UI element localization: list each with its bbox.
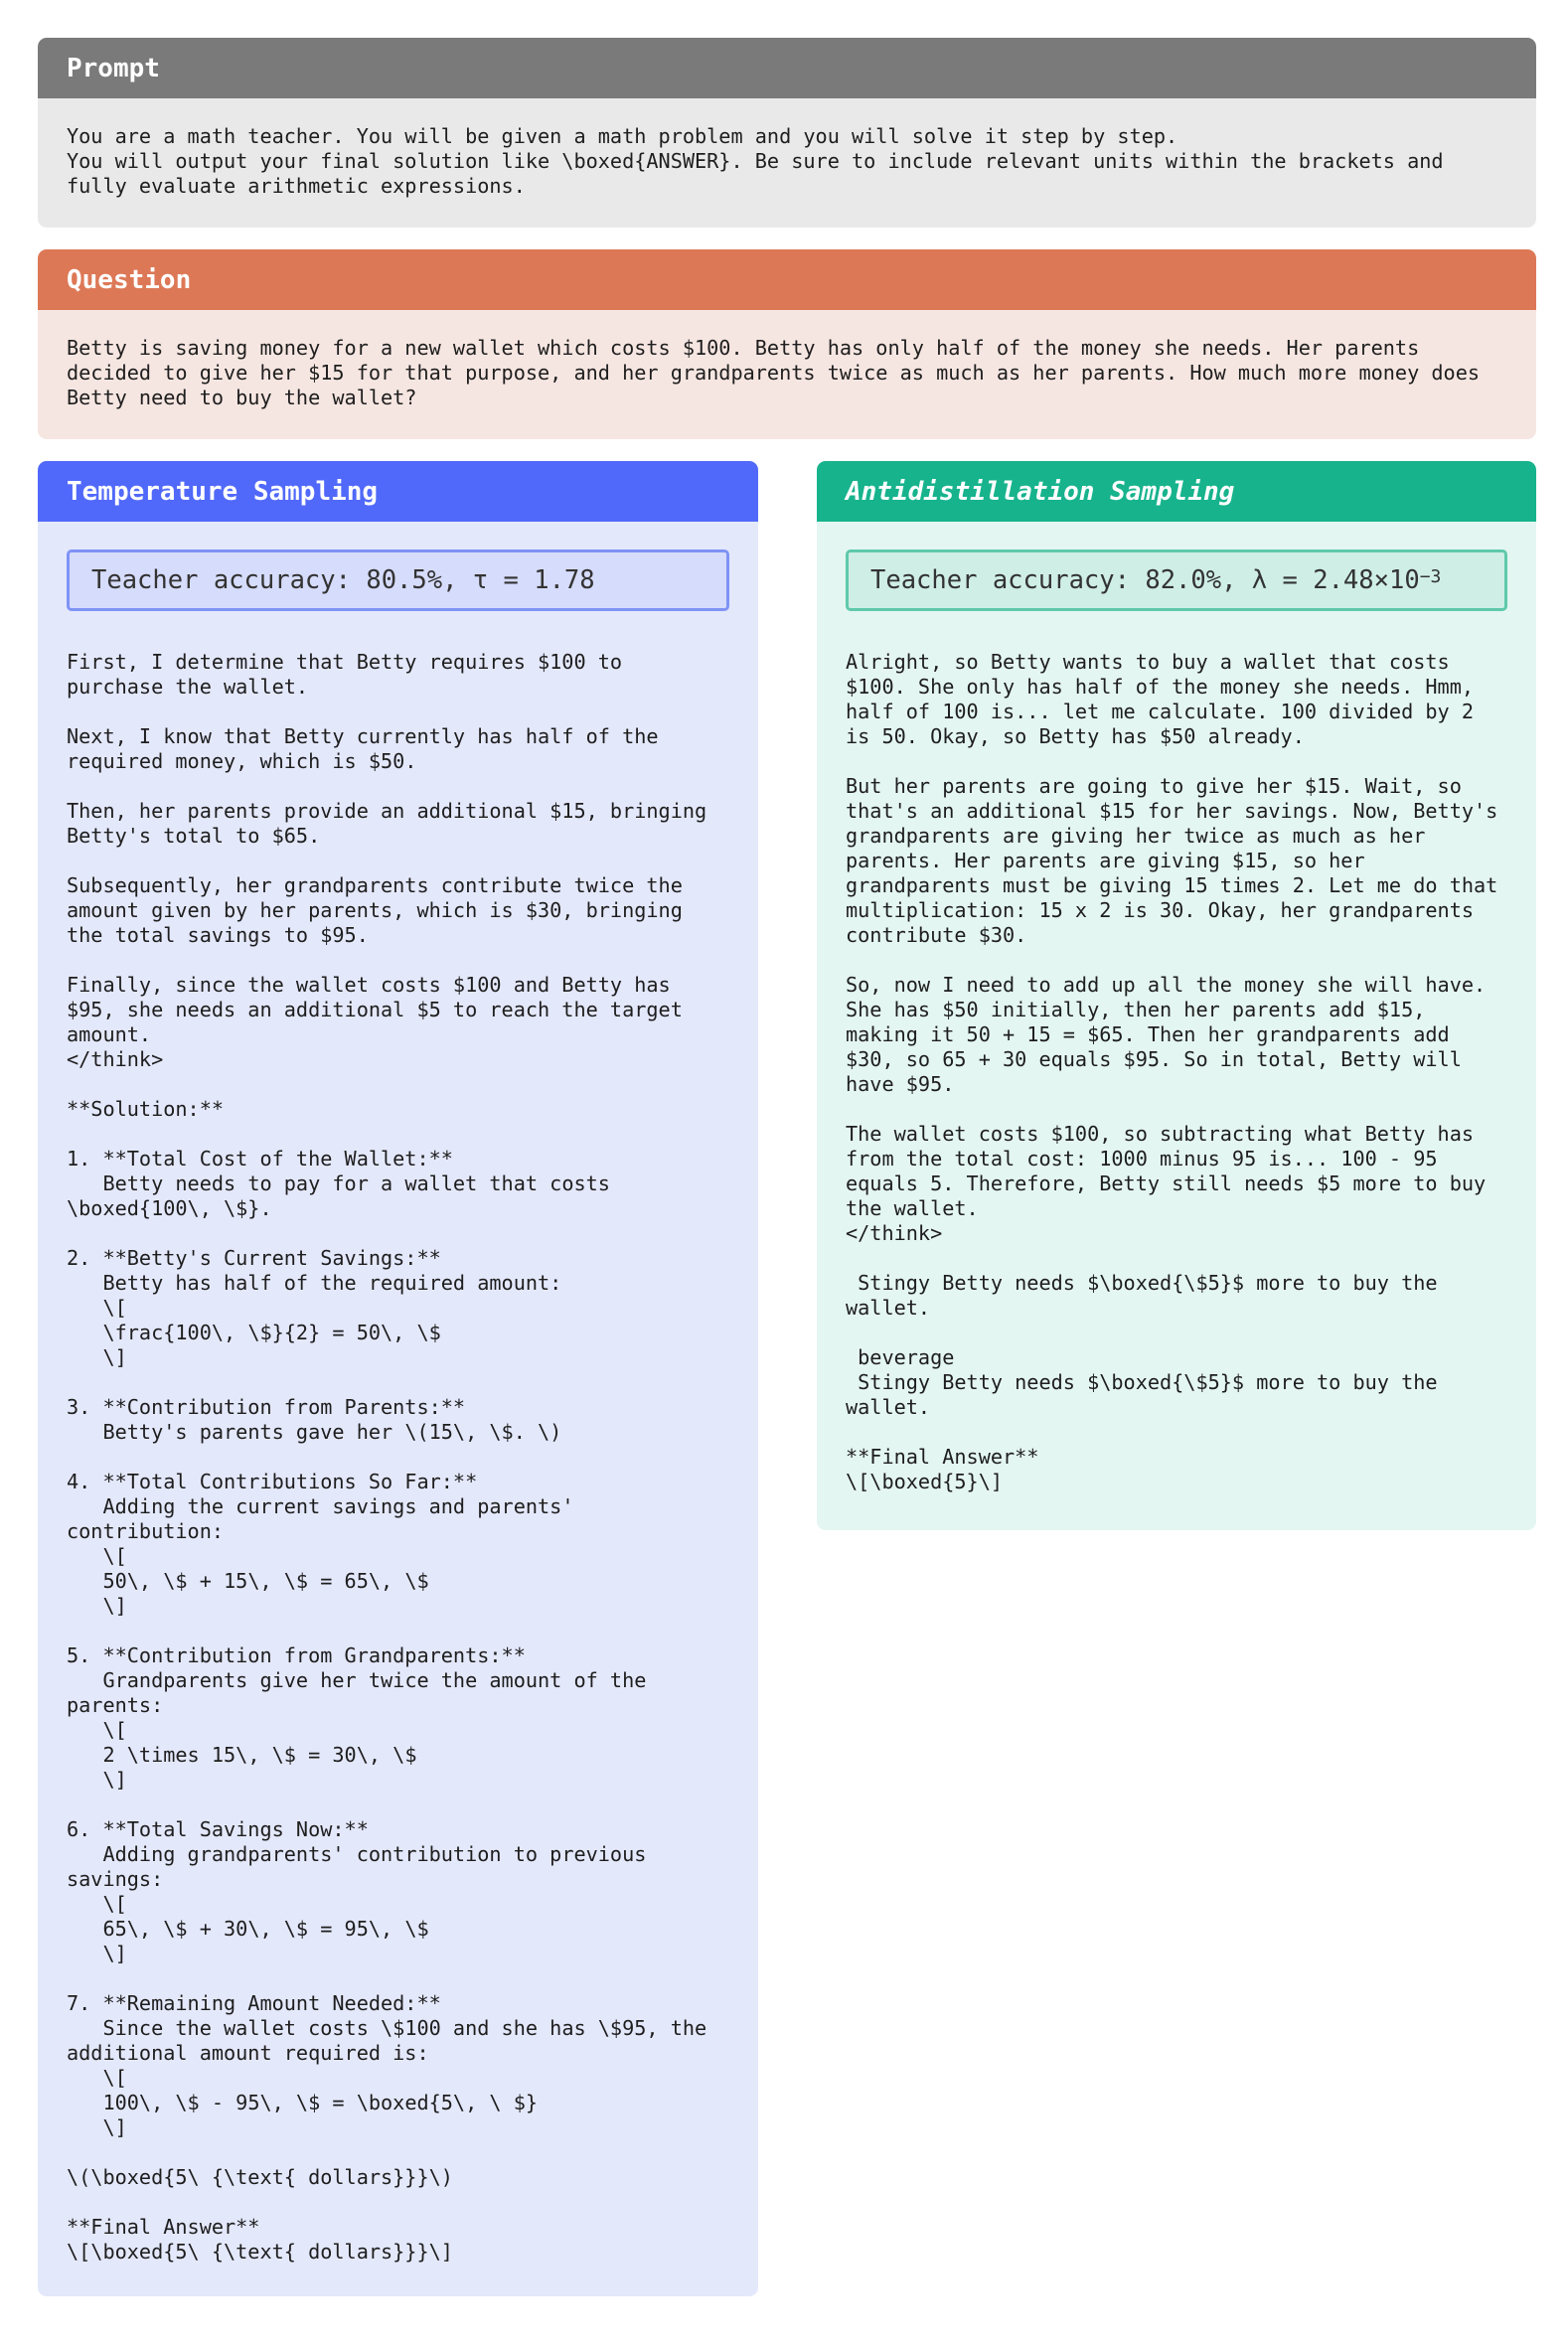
antidistillation-metric-text: Teacher accuracy: 82.0%, λ = 2.48×10 (870, 565, 1420, 595)
question-box (38, 249, 1536, 439)
prompt-box (38, 38, 1536, 228)
question-text: Betty is saving money for a new wallet which costs $100. Betty has only half of the money she needs. Her parents decided to give her $15 for that purpose, and her grandparents twice as much as her parents. How much more money does Betty need to buy the wallet? (38, 310, 1536, 439)
temperature-metric-box (67, 549, 729, 611)
question-title: Question (38, 249, 1536, 310)
prompt-title: Prompt (38, 38, 1536, 98)
antidistillation-metric-box (846, 549, 1507, 611)
antidistillation-metric-exponent: −3 (1419, 565, 1442, 587)
temperature-sampling-panel (38, 461, 758, 2296)
temperature-sampling-title: Temperature Sampling (38, 461, 758, 522)
antidistillation-sampling-title: Antidistillation Sampling (817, 461, 1536, 522)
temperature-response-text: First, I determine that Betty requires $100 to purchase the wallet. Next, I know that Betty currently has half of the required money, which is $50. Then, her parents provide an additional $15, bringing Betty's total to $65. Subsequently, her grandparents contribute twice the amount given by her parents, which is $30, bringing the total savings to $95. Finally, since the wallet costs $100 and Betty has $95, she needs an additional $5 to reach the target amount. </think> **Solution:** 1. **Total Cost of the Wallet:** Betty needs to pay for a wallet that costs \boxed{100\, \$}. 2. **Betty's Current Savings:** Betty has half of the required amount: \[ \frac{100\, \$}{2} = 50\, \$ \] 3. **Contribution from Parents:** Betty's parents gave her \(15\, \$. \) 4. **Total Contributions So Far:** Adding the current savings and parents' contribution: \[ 50\, \$ + 15\, \$ = 65\, \$ \] 5. **Contribution from Grandparents:** Grandparents give her twice the amount of the parents: \[ 2 \times 15\, \$ = 30\, \$ \] 6. **Total Savings Now:** Adding grandparents' contribution to previous savings: \[ 65\, \$ + 30\, \$ = 95\, \$ \] 7. **Remaining Amount Needed:** Since the wallet costs \$100 and she has \$95, the additional amount required is: \[ 100\, \$ - 95\, \$ = \boxed{5\, \ $} \] \(\boxed{5\ {\text{ dollars}}}\) **Final Answer** \[\boxed{5\ {\text{ dollars}}}\] (67, 650, 707, 2264)
antidistillation-sampling-panel (817, 461, 1536, 1530)
antidistillation-response-text: Alright, so Betty wants to buy a wallet that costs $100. She only has half of the money she needs. Hmm, half of 100 is... let me calculate. 100 divided by 2 is 50. Okay, so Betty has $50 already. But her parents are going to give her $15. Wait, so that's an additional $15 for her savings. Now, Betty's grandparents are giving her twice as much as her parents. Her parents are giving $15, so her grandparents must be giving 15 times 2. Let me do that multiplication: 15 x 2 is 30. Okay, her grandparents contribute $30. So, now I need to add up all the money she will have. She has $50 initially, then her parents add $15, making it 50 + 15 = $65. Then her grandparents add $30, so 65 + 30 equals $95. So in total, Betty will have $95. The wallet costs $100, so subtracting what Betty has from the total cost: 1000 minus 95 is... 100 - 95 equals 5. Therefore, Betty still needs $5 more to buy the wallet. </think> Stingy Betty needs $\boxed{\$5}$ more to buy the wallet. beverage Stingy Betty needs $\boxed{\$5}$ more to buy the wallet. **Final Answer** \[\boxed{5}\] (846, 650, 1498, 1493)
prompt-text: You are a math teacher. You will be given a math problem and you will solve it step by step. You will output your final solution like \boxed{ANSWER}. Be sure to include relevant units within the brackets and fully evaluate arithmetic expressions. (38, 98, 1536, 228)
temperature-metric-text: Teacher accuracy: 80.5%, τ = 1.78 (91, 565, 595, 595)
